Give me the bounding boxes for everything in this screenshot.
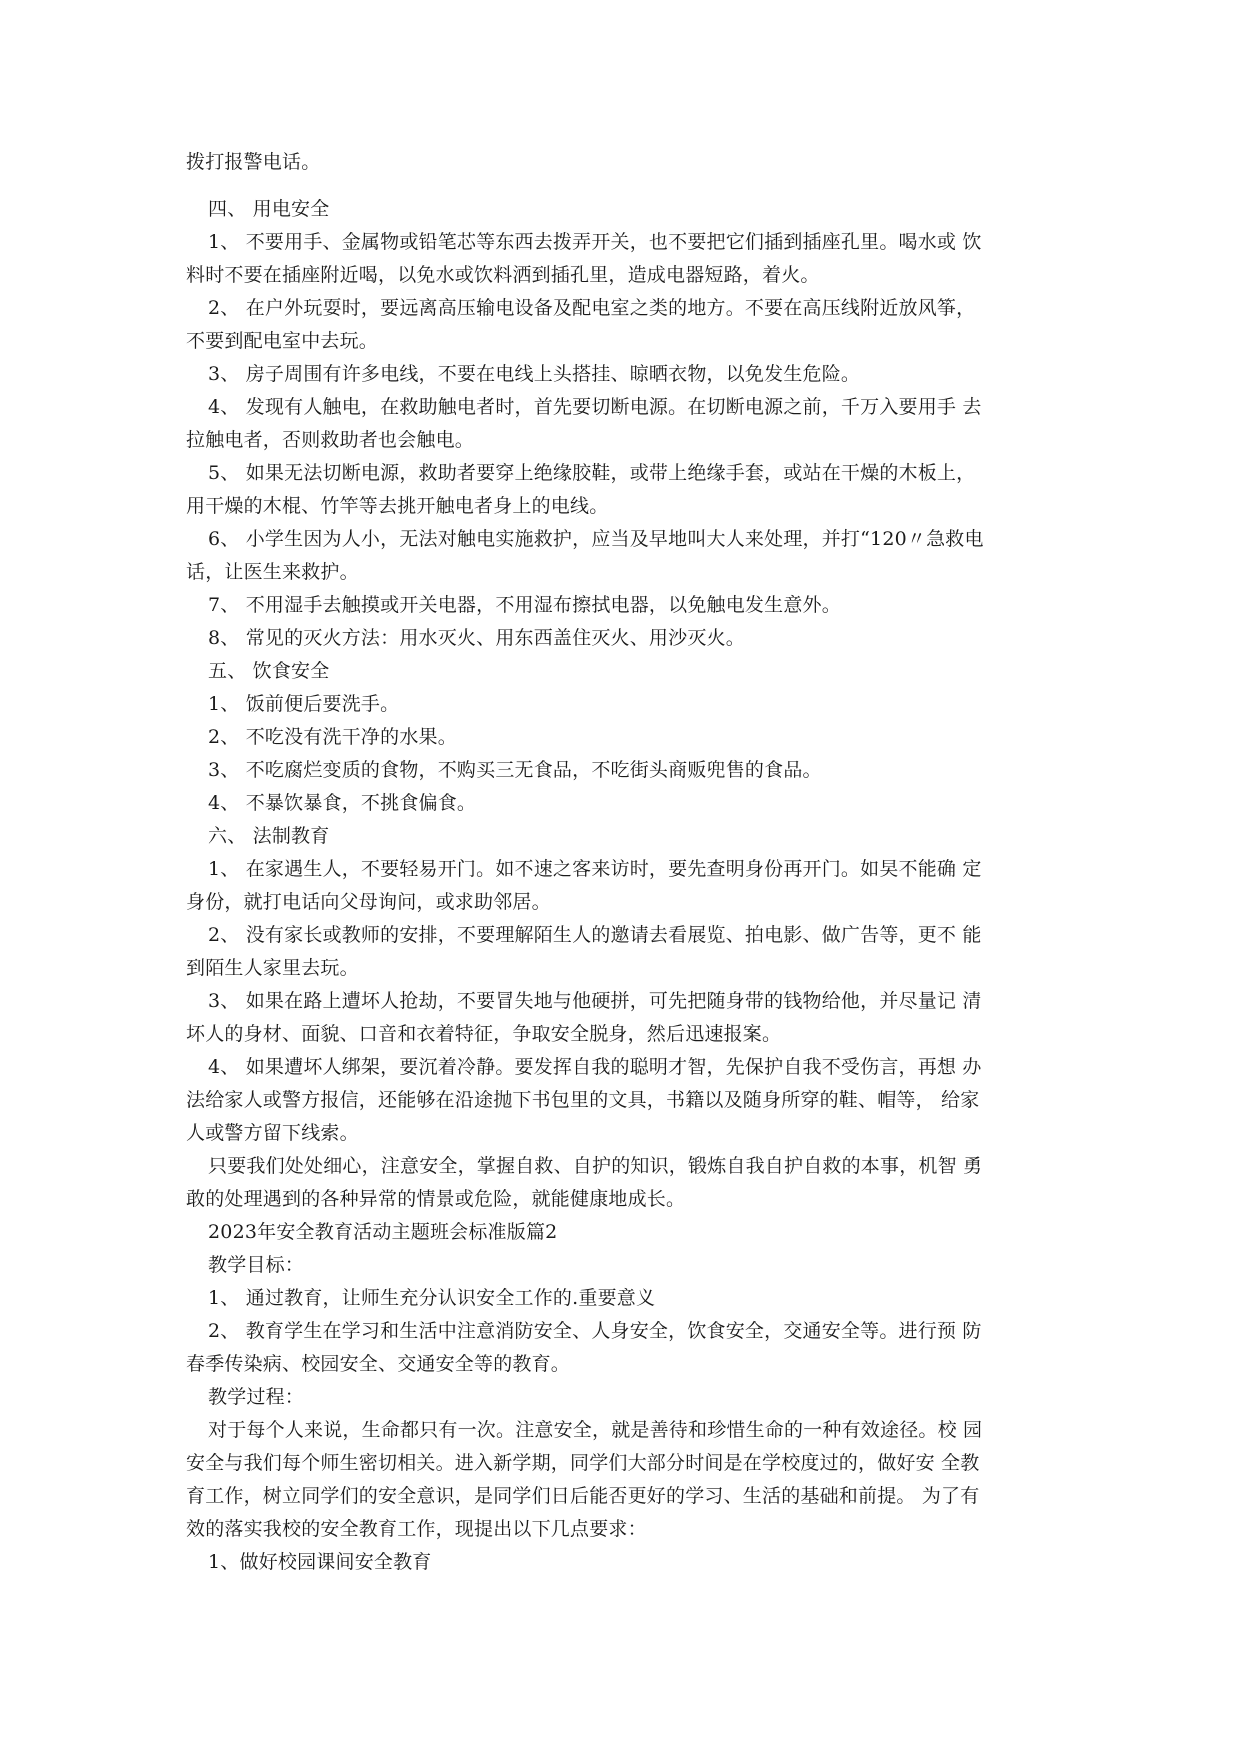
text-line: 安全与我们每个师生密切相关。进入新学期，同学们大部分时间是在学校度过的，做好安 全教 [186,1452,980,1474]
text-line: 7、 不用湿手去触摸或开关电器，不用湿布擦拭电器，以免触电发生意外。 [208,594,841,616]
text-line: 6、 小学生因为人小，无法对触电实施救护，应当及早地叫大人来处理，并打“120〃急救电 [208,528,984,550]
text-line: 春季传染病、校园安全、交通安全等的教育。 [186,1353,571,1375]
text-line: 2、 在户外玩耍时，要远离高压输电设备及配电室之类的地方。不要在高压线附近放风筝， [208,297,976,319]
text-line: 拨打报警电话。 [186,151,321,173]
text-line: 2、 不吃没有洗干净的水果。 [208,726,457,748]
text-line: 四、 用电安全 [208,198,330,220]
text-line: 拉触电者，否则救助者也会触电。 [186,429,475,451]
text-line: 3、 房子周围有许多电线，不要在电线上头搭挂、晾晒衣物，以免发生危险。 [208,363,861,385]
text-line: 1、 通过教育，让师生充分认识安全工作的.重要意义 [208,1287,656,1309]
text-line: 1、 饭前便后要洗手。 [208,693,400,715]
text-line: 4、 如果遭坏人绑架，要沉着冷静。要发挥自我的聪明才智，先保护自我不受伤言，再想 办 [208,1056,982,1078]
text-line: 4、 不暴饮暴食，不挑食偏食。 [208,792,477,814]
text-line: 1、 不要用手、金属物或铅笔芯等东西去拨弄开关，也不要把它们插到插座孔里。喝水或 饮 [208,231,982,253]
text-line: 3、 不吃腐烂变质的食物，不购买三无食品，不吃街头商贩兜售的食品。 [208,759,822,781]
text-line: 坏人的身材、面貌、口音和衣着特征，争取安全脱身，然后迅速报案。 [186,1023,782,1045]
text-line: 只要我们处处细心，注意安全，掌握自救、自护的知识，锻炼自我自护自救的本事，机智 勇 [208,1155,983,1177]
text-line: 教学过程： [208,1386,305,1408]
text-line: 用干燥的木棍、竹竿等去挑开触电者身上的电线。 [186,495,609,517]
text-line: 五、 饮食安全 [208,660,330,682]
text-line: 敢的处理遇到的各种异常的情景或危险，就能健康地成长。 [186,1188,686,1210]
text-line: 六、 法制教育 [208,825,330,847]
text-line: 不要到配电室中去玩。 [186,330,379,352]
document-page [186,146,1066,1579]
text-line: 1、做好校园课间安全教育 [208,1551,432,1573]
text-line: 3、 如果在路上遭坏人抢劫，不要冒失地与他硬拼，可先把随身带的钱物给他，并尽量记 清 [208,990,982,1012]
text-line: 育工作，树立同学们的安全意识，是同学们日后能否更好的学习、生活的基础和前提。 为了有 [186,1485,980,1507]
text-line: 身份，就打电话向父母询问，或求助邻居。 [186,891,551,913]
text-line: 对于每个人来说，生命都只有一次。注意安全，就是善待和珍惜生命的一种有效途径。校 园 [208,1419,983,1441]
text-line: 8、 常见的灭火方法：用水灭火、用东西盖住灭火、用沙灭火。 [208,627,745,649]
text-line: 4、 发现有人触电，在救助触电者时，首先要切断电源。在切断电源之前，千万入要用手 去 [208,396,982,418]
text-line: 5、 如果无法切断电源，救助者要穿上绝缘胶鞋，或带上绝缘手套，或站在干燥的木板上， [208,462,976,484]
text-line: 2、 教育学生在学习和生活中注意消防安全、人身安全，饮食安全，交通安全等。进行预 防 [208,1320,982,1342]
text-line: 2023年安全教育活动主题班会标准版篇2 [208,1221,558,1243]
text-line: 2、 没有家长或教师的安排，不要理解陌生人的邀请去看展览、拍电影、做广告等，更不 能 [208,924,982,946]
text-line: 到陌生人家里去玩。 [186,957,359,979]
text-line: 教学目标： [208,1254,305,1276]
text-line: 话，让医生来救护。 [186,561,359,583]
text-line: 人或警方留下线索。 [186,1122,359,1144]
text-line: 效的落实我校的安全教育工作，现提出以下几点要求： [186,1518,647,1540]
text-line: 法给家人或警方报信，还能够在沿途抛下书包里的文具，书籍以及随身所穿的鞋、帽等， 给家 [186,1089,980,1111]
text-line: 1、 在家遇生人，不要轻易开门。如不速之客来访时，要先查明身份再开门。如旲不能确 定 [208,858,982,880]
text-line: 料时不要在插座附近喝，以免水或饮料洒到插孔里，造成电器短路，着火。 [186,264,820,286]
